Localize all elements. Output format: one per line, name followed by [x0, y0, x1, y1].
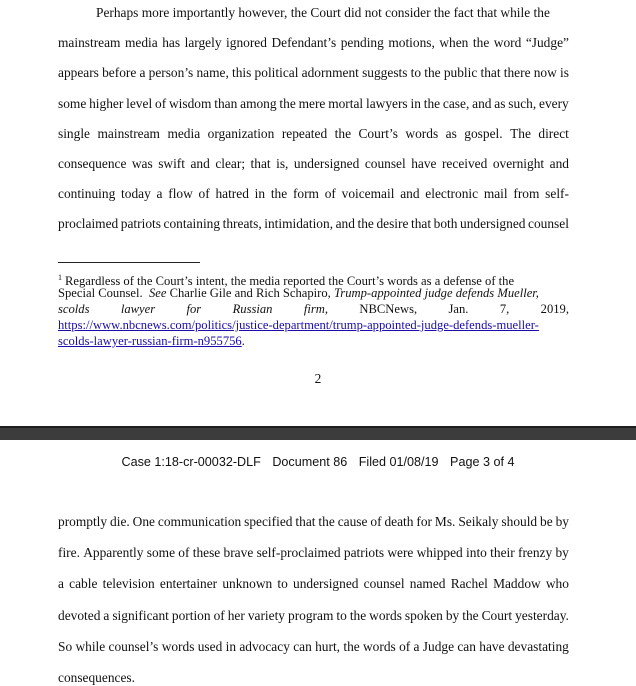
footnote-link[interactable]: scolds-lawyer-russian-firm-n955756 [58, 334, 242, 348]
text-line: consequences. [58, 670, 135, 685]
filed-date: Filed 01/08/19 [358, 455, 439, 469]
case-header [0, 455, 636, 469]
footnote-separator [58, 262, 200, 263]
page-break [0, 426, 636, 440]
text-line: single mainstream media organization repeated the Court’s words as gospel. The direct [58, 125, 569, 141]
text-line: devoted a significant portion of her variety program to the words spoken by the Court yesterday. [58, 607, 569, 623]
page-number: 2 [314, 371, 322, 386]
text-line: consequence was swift and clear; that is, undersigned counsel have received overnight and [58, 156, 569, 171]
footnote-line: scolds lawyer for Russian firm, NBCNews, Jan. 7, 2019, [58, 302, 569, 316]
text-line: continuing today a flow of hatred in the form of voicemail and electronic mail from self- [58, 186, 569, 202]
footnote-link-line: scolds-lawyer-russian-firm-n955756. [58, 334, 245, 348]
text-line: fire. Apparently some of these brave self-proclaimed patriots were whipped into their frenzy by [58, 545, 569, 561]
text-line: appears before a person’s name, this political adornment suggests to the public that there now is [58, 65, 569, 81]
case-number: Case 1:18-cr-00032-DLF [121, 455, 261, 469]
text-line: Perhaps more importantly however, the Court did not consider the fact that while the [96, 5, 550, 20]
text-line: So while counsel’s words used in advocacy can hurt, the words of a Judge can have devastating [58, 638, 569, 654]
footnote-line: Special Counsel. See Charlie Gile and Rich Schapiro, Trump-appointed judge defends Mueller, [58, 286, 539, 300]
text-line: some higher level of wisdom than among the mere mortal lawyers in the case, and as such, every [58, 95, 569, 111]
footnote-line: $^1$ Regardless of the Court’s intent, the media reported the Court’s words as a defense of the [58, 273, 515, 289]
text-line: proclaimed patriots containing threats, intimidation, and the desire that both undersigned counsel [58, 216, 569, 232]
footnote-link-line [58, 318, 569, 333]
text-line: a cable television entertainer unknown to undersigned counsel named Rachel Maddow who [58, 576, 569, 592]
footnote-link[interactable]: https://www.nbcnews.com/politics/justice-department/trump-appointed-judge-defends-mueller- [58, 318, 539, 332]
footnote-marker: 1 [58, 273, 62, 282]
page-indicator: Page 3 of 4 [450, 455, 515, 469]
text-line: mainstream media has largely ignored Defendant’s pending motions, when the word “Judge” [58, 35, 569, 51]
text-line: promptly die. One communication specified that the cause of death for Ms. Seikaly should be by [58, 514, 569, 529]
document-number: Document 86 [272, 455, 348, 469]
